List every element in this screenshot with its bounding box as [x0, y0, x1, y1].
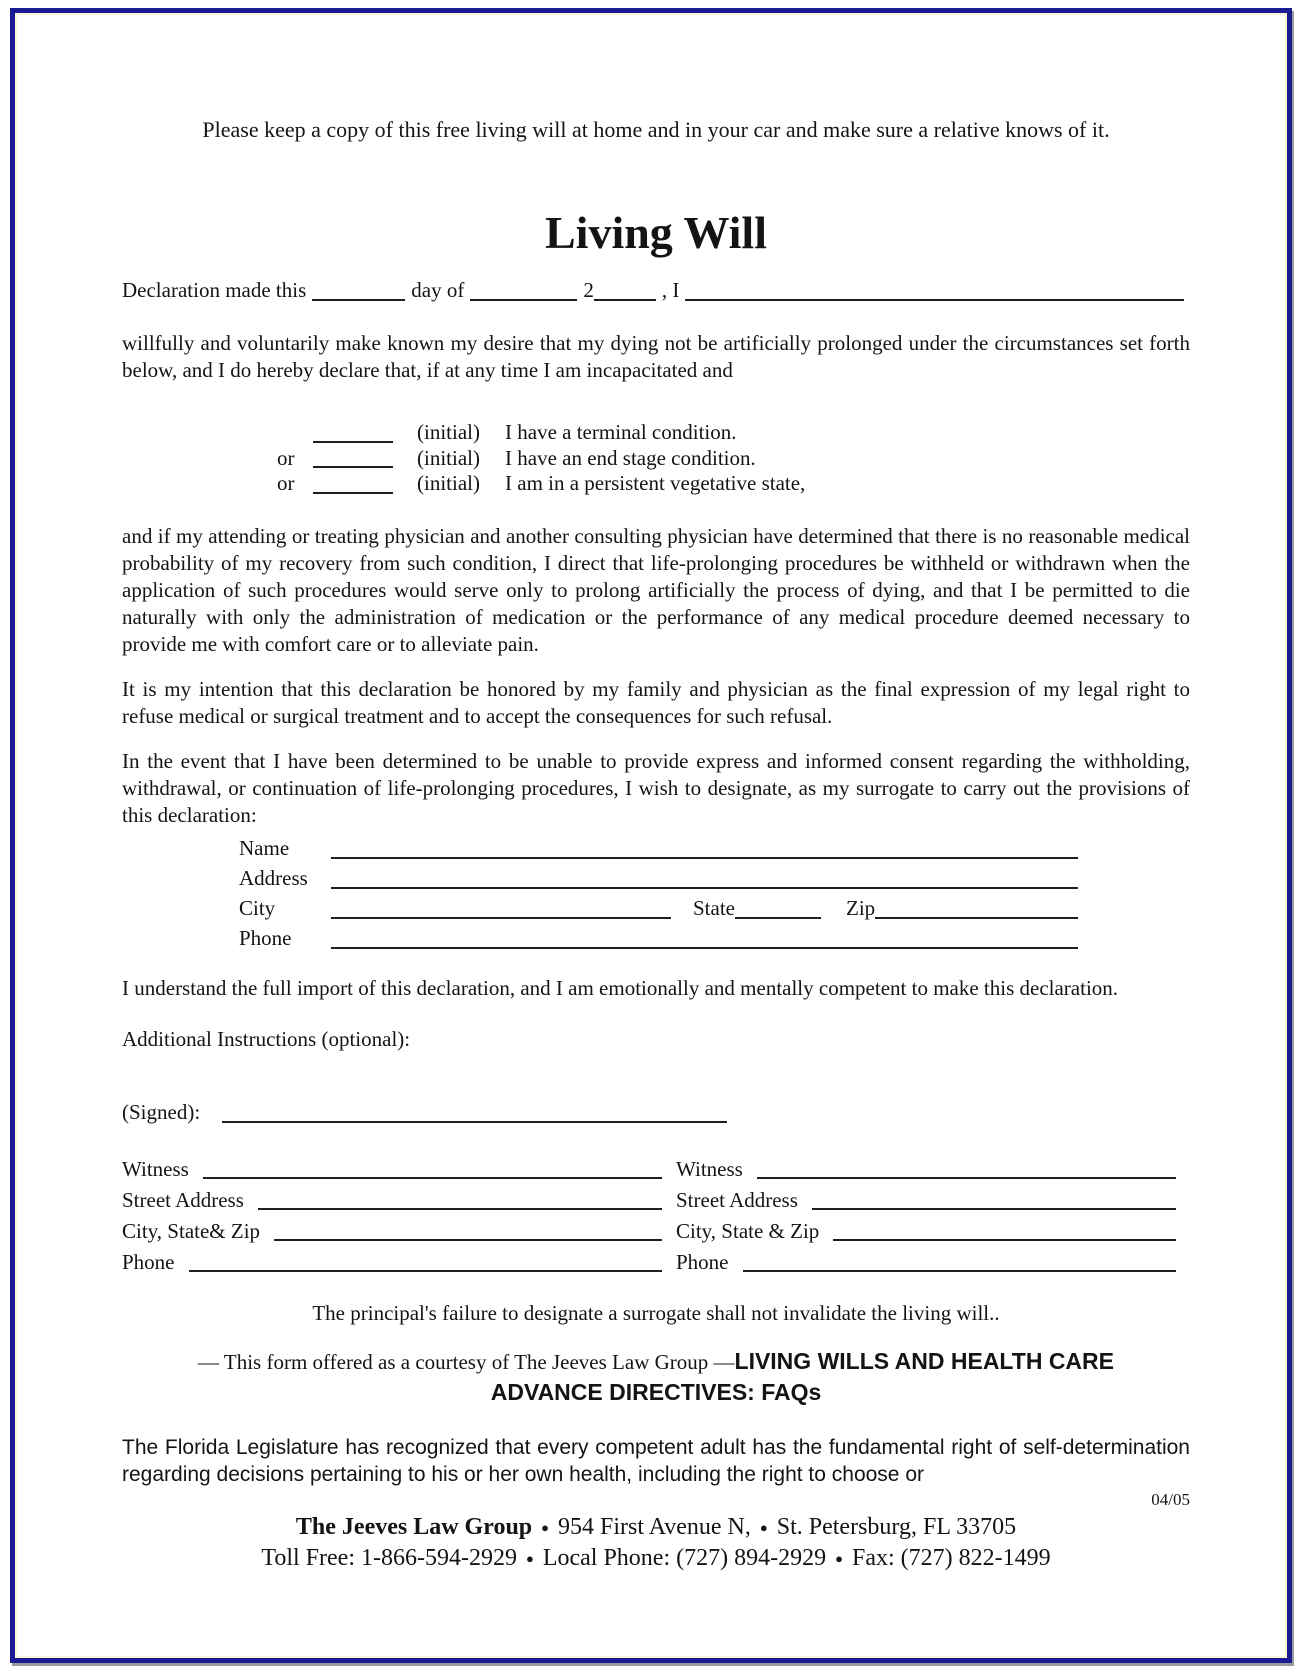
- street-address-label: Street Address: [122, 1187, 244, 1212]
- paragraph-florida: The Florida Legislature has recognized that every competent adult has the fundamental right of self-determination regarding decisions pertaining to his or her own health, including the right to choose or: [122, 1435, 1190, 1486]
- city-state-zip-label: City, State& Zip: [122, 1218, 261, 1243]
- paragraph-intention: It is my intention that this declaration be honored by my family and physician as the final expression of my legal right to refuse medical or surgical treatment and to accept the consequences for such refusal.: [122, 676, 1190, 728]
- phone-label: Phone: [239, 925, 292, 950]
- surrogate-name-row: [239, 831, 1078, 861]
- additional-instructions-label: Additional Instructions (optional):: [122, 1026, 411, 1051]
- phone-label: Phone: [676, 1249, 729, 1274]
- witness-city-blank: [833, 1239, 1176, 1241]
- courtesy-note: [122, 1346, 1190, 1408]
- initials-block: [277, 420, 1190, 497]
- initial-blank-vegetative: [313, 474, 393, 494]
- declarant-name-blank: [685, 281, 1184, 301]
- year-prefix-text: 2: [583, 278, 594, 302]
- witness-label: Witness: [122, 1156, 189, 1181]
- phone-label: Phone: [122, 1249, 175, 1274]
- zip-label: Zip: [846, 895, 876, 920]
- or-label: or: [277, 471, 295, 495]
- initial-blank-terminal: [313, 423, 393, 443]
- city-state-zip-label: City, State & Zip: [676, 1218, 820, 1243]
- bullet-icon: ●: [759, 1519, 768, 1535]
- keep-note: Please keep a copy of this free living will at home and in your car and make sure a relative knows of it.: [202, 117, 1110, 142]
- declaration-line: [122, 277, 1190, 304]
- surrogate-zip-blank: [875, 917, 1078, 919]
- fax-number: Fax: (727) 822-1499: [851, 1544, 1051, 1571]
- local-phone: Local Phone: (727) 894-2929: [542, 1544, 827, 1571]
- surrogate-address-row: [239, 861, 1078, 891]
- initial-text-terminal: I have a terminal condition.: [505, 420, 737, 444]
- surrogate-fields: [239, 831, 1078, 951]
- or-label: or: [277, 445, 295, 470]
- initial-caption: (initial): [417, 420, 480, 444]
- paragraph-competency: I understand the full import of this declaration, and I am emotionally and mentally competent to make this declaration.: [122, 975, 1119, 1000]
- signed-label: (Signed):: [122, 1099, 201, 1124]
- address-label: Address: [239, 865, 308, 890]
- surrogate-address-blank: [331, 887, 1078, 889]
- witness-row: [676, 1151, 1176, 1182]
- witness-label: Witness: [676, 1156, 743, 1181]
- witness-row: [676, 1213, 1176, 1244]
- paragraph-surrogate-intro: In the event that I have been determined to be unable to provide express and informed consent regarding the withholding, withdrawal, or continuation of life-prolonging procedures, I wish to designate, as my surrogate to carry out the provisions of this declaration:: [122, 748, 1190, 827]
- signed-row: [122, 1095, 1190, 1125]
- witness-column-left: [122, 1151, 662, 1275]
- witness-city-blank: [274, 1239, 662, 1241]
- witness-phone-blank: [189, 1270, 663, 1272]
- document-page: [15, 13, 1287, 1572]
- footer-firm-line: [122, 1514, 1190, 1541]
- witness-name-blank: [203, 1177, 662, 1179]
- initial-caption: (initial): [417, 445, 480, 470]
- initial-blank-end-stage: [313, 448, 393, 468]
- firm-address: 954 First Avenue N,: [558, 1513, 751, 1540]
- document-border-frame: [10, 8, 1292, 1663]
- witness-row: [122, 1182, 662, 1213]
- witness-row: [676, 1244, 1176, 1275]
- city-label: City: [239, 895, 276, 920]
- surrogate-phone-blank: [331, 947, 1078, 949]
- name-label: Name: [239, 835, 290, 860]
- month-blank: [470, 281, 577, 301]
- surrogate-city-row: [239, 891, 1078, 921]
- page-title: Living Will: [544, 207, 767, 258]
- advance-directives-line: ADVANCE DIRECTIVES: FAQs: [490, 1378, 822, 1405]
- day-blank: [312, 281, 405, 301]
- courtesy-bold-text: LIVING WILLS AND HEALTH CARE: [734, 1347, 1114, 1374]
- street-address-label: Street Address: [676, 1187, 798, 1212]
- surrogate-city-blank: [331, 917, 671, 919]
- version-label: 04/05: [1151, 1489, 1190, 1509]
- witness-column-right: [676, 1151, 1176, 1275]
- initial-row-vegetative: [277, 471, 1190, 497]
- bullet-icon: ●: [525, 1550, 534, 1566]
- witness-street-blank: [258, 1208, 662, 1210]
- witness-row: [122, 1213, 662, 1244]
- surrogate-phone-row: [239, 921, 1078, 951]
- witness-row: [676, 1182, 1176, 1213]
- principal-note: The principal's failure to designate a surrogate shall not invalidate the living will..: [312, 1300, 1000, 1325]
- initial-row-terminal: [277, 420, 1190, 446]
- day-of-text: day of: [411, 278, 465, 302]
- witness-row: [122, 1244, 662, 1275]
- witness-street-blank: [812, 1208, 1176, 1210]
- initial-text-vegetative: I am in a persistent vegetative state,: [505, 471, 806, 495]
- surrogate-name-blank: [331, 857, 1078, 859]
- paragraph-physician: and if my attending or treating physician and another consulting physician have determined that there is no reasonable medical probability of my recovery from such condition, I direct that life-prolonging procedures be withheld or withdrawn when the application of such procedures would serve only to prolong artificially the process of dying, and that I be permitted to die naturally with only the administration of medication or the performance of any medical procedure deemed necessary to provide me with comfort care or to alleviate pain.: [122, 523, 1190, 656]
- surrogate-state-blank: [735, 917, 821, 919]
- witness-section: [122, 1151, 1176, 1275]
- initial-caption: (initial): [417, 471, 480, 495]
- witness-name-blank: [757, 1177, 1176, 1179]
- declaration-body: willfully and voluntarily make known my desire that my dying not be artificially prolonged under the circumstances set forth below, and I do hereby declare that, if at any time I am incapacitated and: [122, 331, 1190, 382]
- signature-blank: [222, 1121, 727, 1123]
- firm-name: The Jeeves Law Group: [295, 1513, 533, 1540]
- state-label: State: [693, 895, 735, 920]
- witness-row: [122, 1151, 662, 1182]
- bullet-icon: ●: [835, 1550, 843, 1566]
- witness-phone-blank: [743, 1270, 1177, 1272]
- initial-row-end-stage: [277, 446, 1190, 472]
- footer-phone-line: [122, 1545, 1190, 1572]
- firm-city: St. Petersburg, FL 33705: [776, 1513, 1017, 1540]
- declaration-lead-text: Declaration made this: [122, 278, 307, 302]
- year-blank: [594, 281, 656, 301]
- comma-i-text: , I: [661, 278, 680, 302]
- initial-text-end-stage: I have an end stage condition.: [505, 445, 756, 470]
- bullet-icon: ●: [541, 1519, 549, 1535]
- courtesy-serif-text: — This form offered as a courtesy of The Jeeves Law Group —: [198, 1349, 735, 1374]
- toll-free: Toll Free: 1-866-594-2929: [261, 1544, 517, 1571]
